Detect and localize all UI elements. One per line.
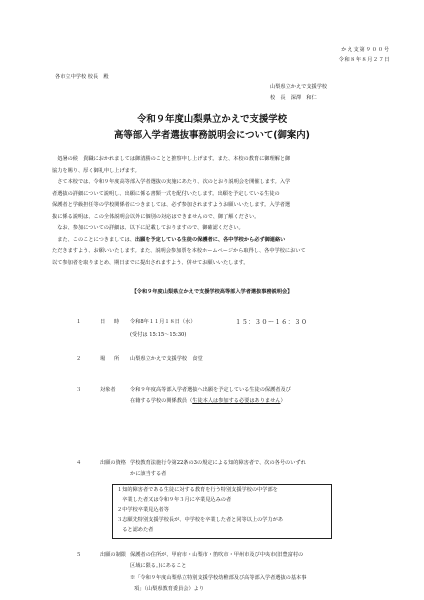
item-label: 出願の資格 [100,460,126,466]
addressee: 各市立中学校 校長 殿 [55,74,109,80]
section-heading: 【令和９年度山梨県立かえで支援学校高等部入学者選抜事務説明会】 [131,289,293,295]
item-number: １ [76,319,82,325]
body-line: 処暑の候 貴職におかれましては御清勝のことと推察申し上げます。また、本校の教育に御理解と御 [52,156,291,162]
body-line: なお、参加についての詳細は、以下に記載しておりますので、御確認ください。 [52,225,244,231]
eligibility-requirements-box [112,484,332,539]
restriction-reference-note: ※「令和９年度山梨県立特別支援学校幼稚部及び高等部入学者選抜の基本事 [130,575,307,581]
body-text [52,154,382,269]
document-date: 令和８年８月２７日 [338,57,390,63]
time-range: １５：３０～１６：３０ [235,319,308,326]
eligibility-value-line-2: かに該当する者 [130,471,167,477]
eligibility-value: 学校教育法施行令第22条の3の規定による知的障害者で、次の各号のいずれ [130,460,306,466]
body-line: 保護者と学級担任等の学校関係者につきましては、必ず参加されますようお願いいたします。入学者選 [52,202,291,208]
audience-value: 令和９年度高等部入学者選抜へ出願を予定している生徒の保護者及び [130,387,291,393]
requirement-line: １知的障害者である生徒に対する教育を行う特別支援学校の中学部を [117,487,278,493]
body-line: 以て参加者を取りまとめ、期日までに提出されますよう、併せてお願いいたします。 [52,259,249,266]
body-text-emphasis: 出願を予定している生徒の保護者に、各中学校から必ず御連絡い [134,236,286,243]
body-line [52,235,382,247]
document-title-line-1: 令和９年度山梨県立かえで支援学校 [136,114,287,125]
reception-note: (受付は 15:15～15:30) [130,332,187,338]
item-label: 日 時 [100,319,121,325]
audience-text: ） [280,398,286,404]
item-label: 場 所 [100,356,121,362]
restriction-reference-note-line-2: 項」（山梨県教育委員会）より [134,586,205,592]
body-line: さて本校では、令和９年度高等部入学者選抜の実施にあたり、次のとおり説明会を開催します。入学 [52,179,291,185]
item-number: ４ [76,460,82,466]
datetime-value: 令和8年１１月１８日（水） [130,319,196,325]
document-title-line-2: 高等部入学者選抜事務説明会について(御案内) [114,130,310,141]
body-line: ただきますよう、お願いいたします。また、説明会参加票を本校ホームページから取得し、各中学校において [52,248,306,254]
body-line: 抜に係る説明は、この全体説明会以外に個別の対応はできませんので、御了解ください。 [52,213,260,220]
restriction-value-line-2: 区域に限る。)にあること [130,563,187,569]
body-line: 者選抜の詳細について説明し、出願に係る書類一式を配付いたします。出願を予定している生徒の [52,190,280,197]
sender-name: 校 長 深澤 和仁 [270,95,317,101]
audience-value-line-2 [130,398,286,405]
venue-value: 山梨県立かえで支援学校 食堂 [130,356,203,362]
item-label: 出願の制限 [100,552,126,558]
item-number: ３ [76,387,82,393]
requirement-line: ると認めた者 [117,527,154,533]
body-line: 協力を賜り、厚く御礼申し上げます。 [52,167,140,174]
audience-underlined-note: 生徒本人は参加する必要はありません [192,398,281,404]
requirement-line: ２中学校卒業見込者等 [117,507,169,513]
requirement-line: 卒業した者又は令和９年３月に卒業見込みの者 [117,497,232,503]
item-number: ２ [76,356,82,362]
body-text-plain: また、このことにつきましては、 [52,236,135,243]
item-label: 対象者 [100,387,116,393]
document-number: かえ支第９００号 [341,47,390,53]
requirement-line: ３志願先特別支援学校長が、中学校を卒業した者と同等以上の学力があ [117,517,284,523]
restriction-value: 保護者の住所が、甲府市・山梨市・笛吹市・甲州市及び中央市(旧豊富村の [130,552,304,558]
audience-text: 在籍する学校の関係教員（ [130,398,193,404]
sender-organization: 山梨県立かえで支援学校 [270,84,328,90]
item-number: ５ [76,552,82,558]
